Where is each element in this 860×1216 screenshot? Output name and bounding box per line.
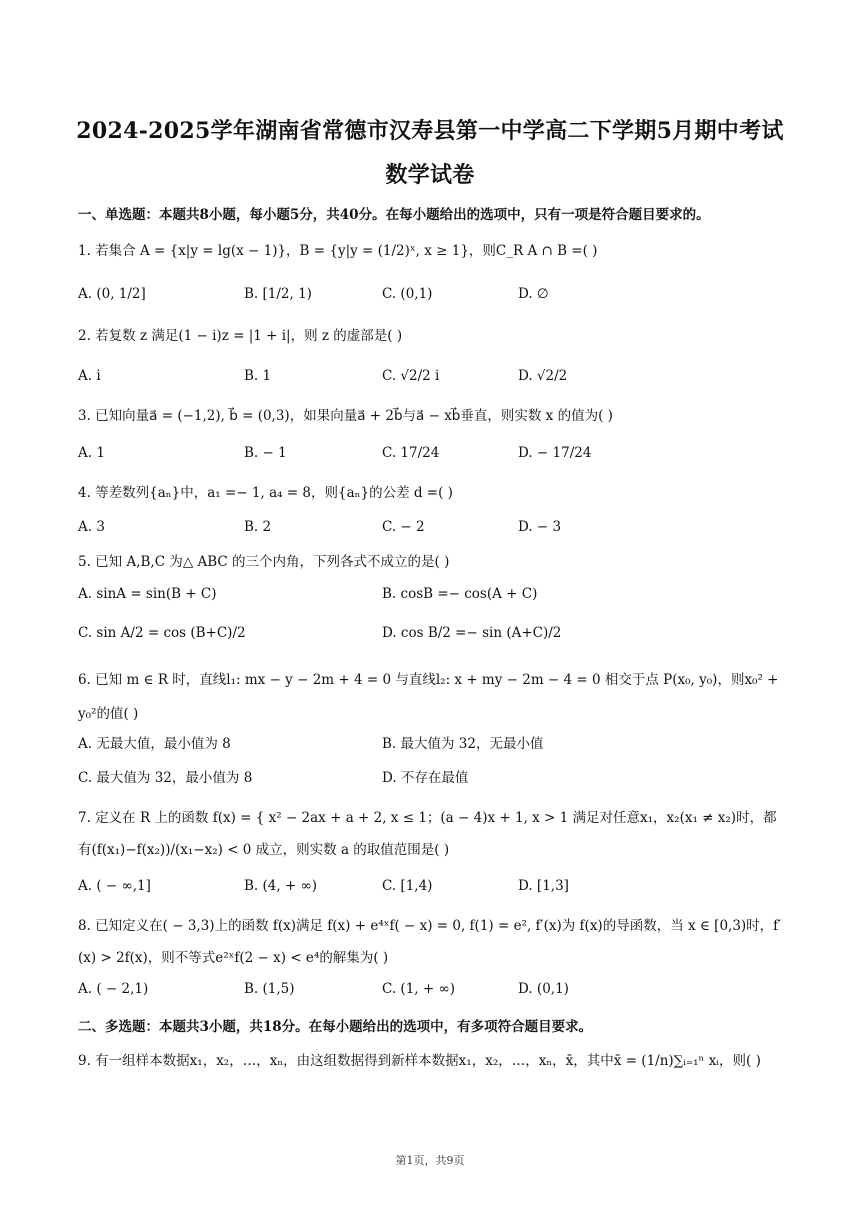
q7-option-c: C. [1,4) [382,878,433,894]
q3-option-d: D. − 17/24 [518,445,592,461]
question-2: 2. 若复数 z 满足(1 − i)z = |1 + i|，则 z 的虚部是( ) [78,328,403,344]
question-1: 1. 若集合 A = {x|y = lg(x − 1)}，B = {y|y = (1/2)ˣ, x ≥ 1}，则C_R A ∩ B =( ) [78,243,598,259]
exam-subtitle: 数学试卷 [385,162,475,188]
question-4: 4. 等差数列{aₙ}中，a₁ =− 1, a₄ = 8，则{aₙ}的公差 d =( ) [78,485,453,501]
question-3: 3. 已知向量a⃗ = (−1,2), b⃗ = (0,3)，如果向量a⃗ + 2b⃗与a⃗ − xb⃗垂直，则实数 x 的值为( ) [78,408,613,424]
q8-option-c: C. (1, + ∞) [382,981,455,997]
q6-option-a: A. 无最大值，最小值为 8 [78,736,231,752]
q3-option-a: A. 1 [78,445,105,461]
section-single-choice: 一、单选题：本题共8小题，每小题5分，共40分。在每小题给出的选项中，只有一项是符合题目要求的。 [78,207,710,223]
q5-option-c: C. sin A/2 = cos (B+C)/2 [78,625,246,641]
q1-option-a: A. (0, 1/2] [78,286,146,302]
q8-option-d: D. (0,1) [518,981,569,997]
q4-option-d: D. − 3 [518,519,562,535]
q1-option-b: B. [1/2, 1) [244,286,312,302]
question-7: 7. 定义在 R 上的函数 f(x) = { x² − 2ax + a + 2, x ≤ 1；(a − 4)x + 1, x > 1 满足对任意x₁，x₂(x₁ ≠ x₂)时，都有(f(x₁)−f(x₂))/(x₁−x₂) < 0 成立，则实数 a 的取值范围是( ) [78,810,777,858]
q6-option-d: D. 不存在最值 [382,770,469,786]
q2-option-d: D. √2/2 [518,368,568,384]
q1-option-c: C. (0,1) [382,286,433,302]
q7-option-a: A. ( − ∞,1] [78,878,151,894]
q3-option-b: B. − 1 [244,445,287,461]
question-8: 8. 已知定义在( − 3,3)上的函数 f(x)满足 f(x) + e⁴ˣf( − x) = 0, f(1) = e², f′(x)为 f(x)的导函数，当 x ∈ [0,3)时，f′(x) > 2f(x)，则不等式e²ˣf(2 − x) < e⁴的解集为( ) [78,918,782,966]
q3-option-c: C. 17/24 [382,445,440,461]
section-multi-choice: 二、多选题：本题共3小题，共18分。在每小题给出的选项中，有多项符合题目要求。 [78,1019,593,1035]
question-9: 9. 有一组样本数据x₁，x₂，…，xₙ，由这组数据得到新样本数据x₁，x₂，…，xₙ，x̄，其中x̄ = (1/n)∑ᵢ₌₁ⁿ xᵢ，则( ) [78,1053,761,1069]
q2-option-c: C. √2/2 i [382,368,440,384]
q7-option-b: B. (4, + ∞) [244,878,318,894]
q4-option-b: B. 2 [244,519,272,535]
question-6: 6. 已知 m ∈ R 时，直线l₁: mx − y − 2m + 4 = 0 与直线l₂: x + my − 2m − 4 = 0 相交于点 P(x₀, y₀)，则x₀² + y₀²的值( ) [78,672,779,722]
q2-option-a: A. i [78,368,101,384]
q7-option-d: D. [1,3] [518,878,569,894]
q1-option-d: D. ∅ [518,286,549,302]
question-5: 5. 已知 A,B,C 为△ ABC 的三个内角，下列各式不成立的是( ) [78,554,450,570]
q6-option-c: C. 最大值为 32，最小值为 8 [78,770,253,786]
q5-option-a: A. sinA = sin(B + C) [78,586,217,602]
q5-option-d: D. cos B/2 =− sin (A+C)/2 [382,625,562,641]
q4-option-c: C. − 2 [382,519,425,535]
page-footer: 第1页，共9页 [395,1154,465,1167]
q4-option-a: A. 3 [78,519,105,535]
q2-option-b: B. 1 [244,368,272,384]
q6-option-b: B. 最大值为 32，无最小值 [382,736,544,752]
q8-option-b: B. (1,5) [244,981,295,997]
q8-option-a: A. ( − 2,1) [78,981,149,997]
q5-option-b: B. cosB =− cos(A + C) [382,586,538,602]
exam-title: 2024-2025学年湖南省常德市汉寿县第一中学高二下学期5月期中考试 [76,118,784,144]
